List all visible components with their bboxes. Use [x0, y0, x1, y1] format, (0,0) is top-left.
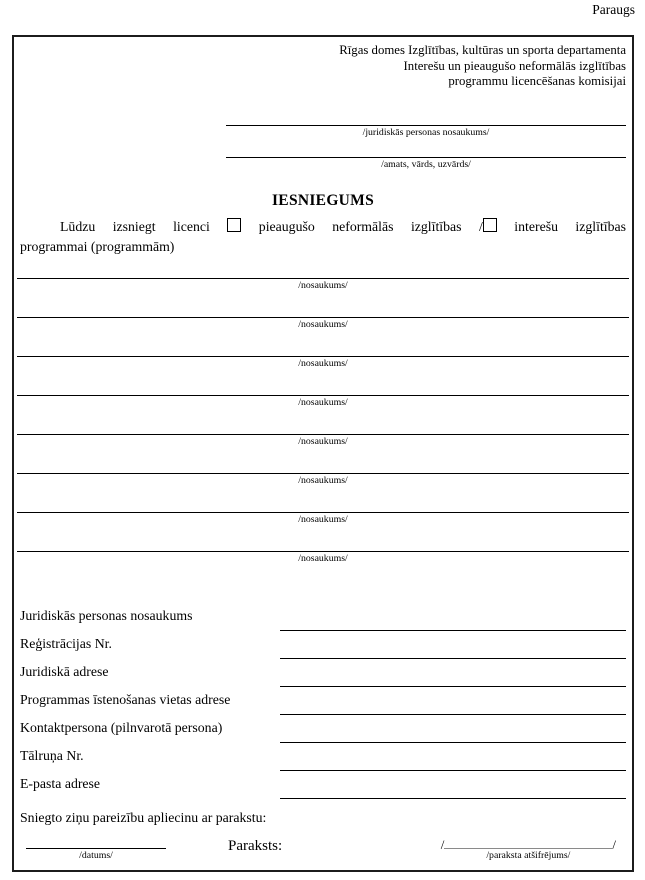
program-name-line[interactable]: /nosaukums/ [17, 278, 629, 317]
date-field [26, 835, 166, 862]
applicant-person-caption: /amats, vārds, uzvārds/ [381, 158, 471, 170]
program-name-line[interactable]: /nosaukums/ [17, 551, 629, 590]
recipient-block [20, 43, 626, 90]
field-input-line[interactable] [280, 771, 626, 799]
field-input-line[interactable] [280, 603, 626, 631]
field-label: Reģistrācijas Nr. [20, 635, 112, 651]
field-row-phone-nr [20, 743, 626, 771]
program-name-line[interactable]: /nosaukums/ [17, 317, 629, 356]
checkbox-interesu[interactable] [483, 218, 497, 232]
field-input-line[interactable] [280, 715, 626, 743]
recipient-line: Interešu un pieaugušo neformālās izglītības [403, 58, 626, 73]
program-name-line[interactable]: /nosaukums/ [17, 356, 629, 395]
field-row-registration-nr [20, 631, 626, 659]
page-title: IESNIEGUMS [271, 191, 375, 209]
applicant-name-caption: /juridiskās personas nosaukums/ [362, 126, 490, 138]
field-input-line[interactable] [280, 631, 626, 659]
field-input-line[interactable] [280, 743, 626, 771]
request-paragraph [20, 217, 626, 257]
details-fields-block [20, 603, 626, 799]
field-row-legal-name [20, 603, 626, 631]
recipient-line: Rīgas domes Izglītības, kultūras un sporta departamenta [339, 43, 626, 57]
applicant-person-field [226, 157, 626, 171]
field-label: Juridiskā adrese [20, 663, 109, 679]
field-row-implementation-address [20, 687, 626, 715]
field-row-email [20, 771, 626, 799]
field-label: E-pasta adrese [20, 775, 101, 791]
request-line2: programmai (programmām) [20, 238, 175, 254]
paraugs-label: Paraugs [592, 2, 635, 17]
field-label: Juridiskās personas nosaukums [20, 607, 193, 623]
date-caption: /datums/ [79, 849, 113, 861]
signature-block [20, 835, 626, 862]
slash-left: / [440, 836, 445, 852]
field-label: Tālruņa Nr. [20, 747, 84, 763]
request-option1: pieaugušo neformālās izglītības / [258, 218, 483, 234]
program-name-line[interactable]: /nosaukums/ [17, 512, 629, 551]
field-label: Programmas īstenošanas vietas adrese [20, 691, 231, 707]
date-input-line[interactable] [26, 835, 166, 849]
request-line1 [20, 217, 626, 237]
slash-right: / [612, 836, 616, 852]
program-lines-block [17, 278, 629, 590]
field-row-legal-address [20, 659, 626, 687]
program-name-line[interactable]: /nosaukums/ [17, 434, 629, 473]
program-name-line[interactable]: /nosaukums/ [17, 395, 629, 434]
signature-decode-field [441, 835, 616, 862]
checkbox-pieauguso-neformalas[interactable] [227, 218, 241, 232]
program-name-line[interactable]: /nosaukums/ [17, 473, 629, 512]
declaration-text: Sniegto ziņu pareizību apliecinu ar parakstu: [20, 809, 267, 825]
decode-input-line[interactable] [444, 835, 612, 849]
field-label: Kontaktpersona (pilnvarotā persona) [20, 719, 223, 735]
field-input-line[interactable] [280, 687, 626, 715]
request-intro: Lūdzu izsniegt licenci [60, 218, 210, 234]
recipient-line: programmu licencēšanas komisijai [448, 74, 626, 88]
applicant-name-field [226, 125, 626, 139]
signature-label: Paraksts: [228, 837, 283, 854]
decode-caption: /paraksta atšifrējums/ [486, 849, 571, 861]
request-option2: interešu izglītības [514, 218, 627, 234]
field-input-line[interactable] [280, 659, 626, 687]
field-row-contact-person [20, 715, 626, 743]
form-page [12, 35, 634, 872]
decode-line-wrap [444, 835, 612, 862]
